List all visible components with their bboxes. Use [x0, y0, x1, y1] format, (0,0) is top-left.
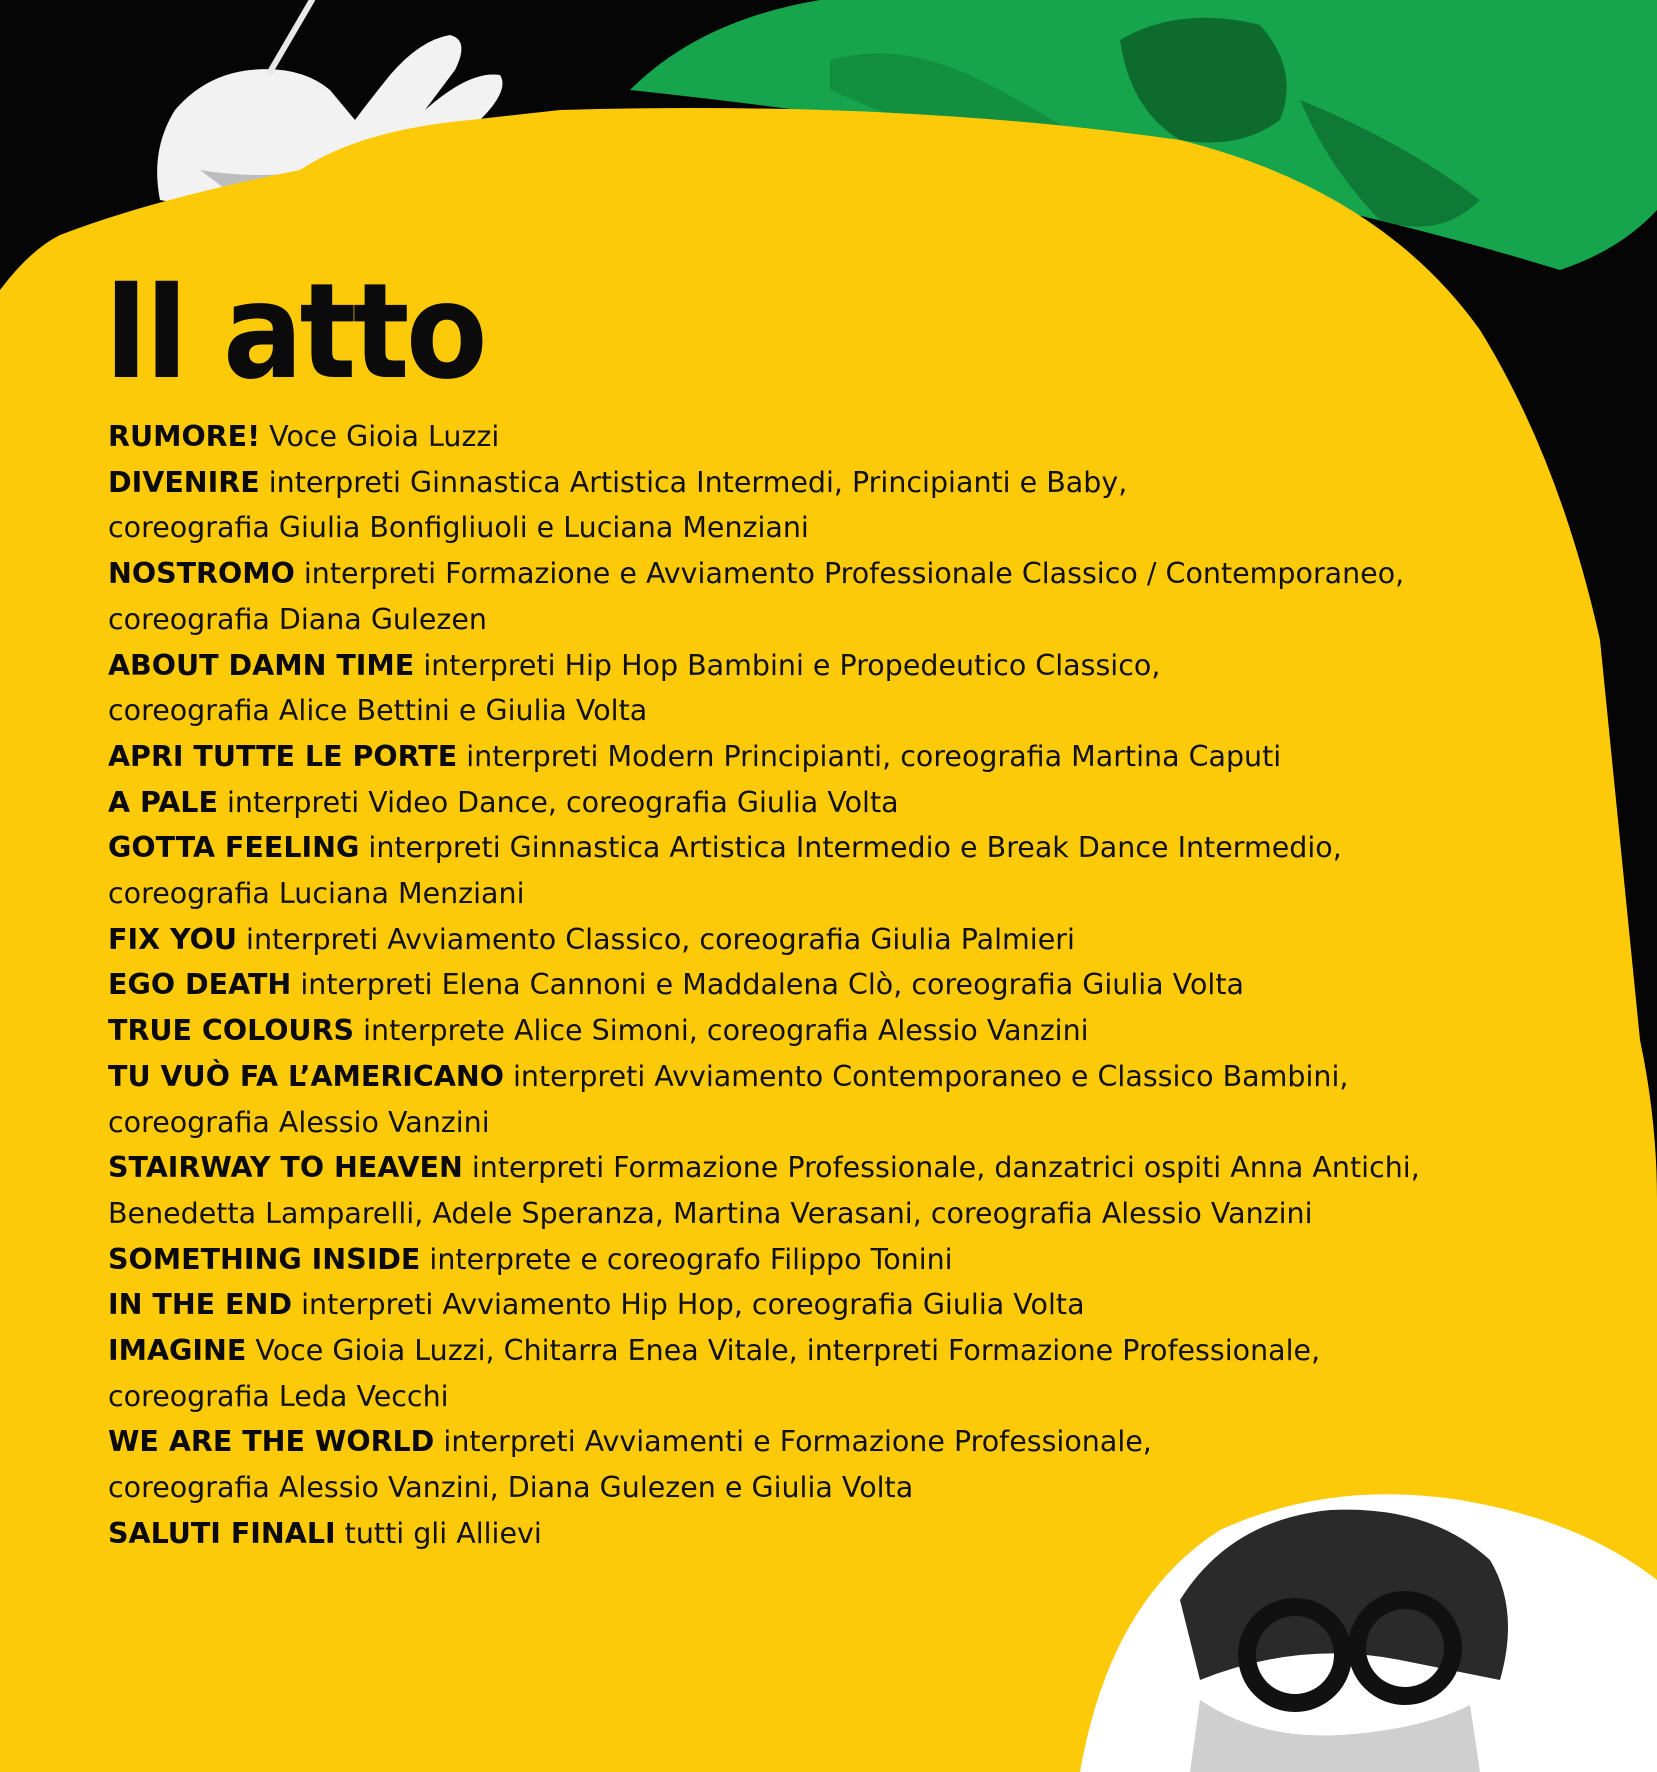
piece-credits: interpreti Ginnastica Artistica Intermedi, Principianti e Baby, [268, 465, 1128, 499]
piece-credits: interpreti Elena Cannoni e Maddalena Clò, coreografia Giulia Volta [300, 968, 1244, 1002]
piece-credits: interpreti Formazione e Avviamento Professionale Classico / Contemporaneo, [303, 557, 1405, 591]
piece-credits: interpreti Ginnastica Artistica Intermedio e Break Dance Intermedio, [368, 831, 1342, 865]
piece-credits-continued: coreografia Giulia Bonfigliuoli e Luciana Menziani [108, 511, 809, 545]
piece-credits-continued: coreografia Alessio Vanzini [108, 1105, 490, 1139]
piece-credits: interprete Alice Simoni, coreografia Alessio Vanzini [363, 1014, 1089, 1048]
piece-credits: interpreti Modern Principianti, coreografia Martina Caputi [466, 739, 1282, 773]
program-item [108, 1419, 1628, 1510]
program-item [108, 1054, 1628, 1145]
piece-title: GOTTA FEELING [108, 831, 360, 865]
program-item [108, 460, 1628, 551]
piece-credits: interpreti Hip Hop Bambini e Propedeutico Classico, [423, 648, 1161, 682]
piece-credits: interpreti Avviamento Classico, coreografia Giulia Palmieri [246, 922, 1075, 956]
piece-title: SOMETHING INSIDE [108, 1242, 421, 1276]
piece-title: EGO DEATH [108, 968, 292, 1002]
program-item [108, 1511, 1628, 1557]
piece-title: TRUE COLOURS [108, 1014, 355, 1048]
piece-credits: Voce Gioia Luzzi [269, 420, 500, 453]
piece-credits: interpreti Avviamenti e Formazione Professionale, [443, 1425, 1152, 1459]
piece-credits-continued: coreografia Diana Gulezen [108, 602, 487, 636]
program-item [108, 414, 1628, 460]
piece-title: FIX YOU [108, 922, 237, 956]
piece-credits: interpreti Formazione Professionale, danzatrici ospiti Anna Antichi, [471, 1151, 1420, 1185]
program-list [108, 414, 1628, 1557]
piece-credits: interpreti Avviamento Hip Hop, coreografia Giulia Volta [301, 1288, 1085, 1322]
piece-credits-continued: coreografia Leda Vecchi [108, 1379, 449, 1413]
piece-title: NOSTROMO [108, 557, 295, 591]
piece-title: A PALE [108, 785, 218, 819]
program-item [108, 1008, 1628, 1054]
piece-credits-continued: coreografia Alessio Vanzini, Diana Gulezen e Giulia Volta [108, 1471, 914, 1505]
program-item [108, 1328, 1628, 1419]
piece-title: SALUTI FINALI [108, 1516, 336, 1550]
piece-title: WE ARE THE WORLD [108, 1425, 435, 1459]
program-item [108, 825, 1628, 916]
program-item [108, 643, 1628, 734]
program-item [108, 551, 1628, 642]
piece-title: IN THE END [108, 1288, 293, 1322]
piece-credits: Voce Gioia Luzzi, Chitarra Enea Vitale, interpreti Formazione Professionale, [255, 1334, 1321, 1368]
program-item [108, 1145, 1628, 1236]
piece-title: TU VUÒ FA L’AMERICANO [108, 1059, 504, 1093]
piece-title: RUMORE! [108, 420, 261, 453]
piece-credits: tutti gli Allievi [344, 1516, 542, 1550]
piece-title: ABOUT DAMN TIME [108, 648, 415, 682]
piece-credits: interpreti Avviamento Contemporaneo e Classico Bambini, [513, 1059, 1349, 1093]
program-item [108, 962, 1628, 1008]
piece-title: STAIRWAY TO HEAVEN [108, 1151, 463, 1185]
program-item [108, 780, 1628, 826]
piece-title: IMAGINE [108, 1334, 247, 1368]
page-title: II atto [104, 255, 484, 409]
program-item [108, 1282, 1628, 1328]
program-content [104, 255, 1628, 1557]
program-item [108, 1237, 1628, 1283]
piece-credits-continued: coreografia Alice Bettini e Giulia Volta [108, 694, 648, 728]
piece-credits-continued: coreografia Luciana Menziani [108, 877, 525, 911]
piece-credits-continued: Benedetta Lamparelli, Adele Speranza, Martina Verasani, coreografia Alessio Vanzini [108, 1196, 1313, 1230]
program-item [108, 917, 1628, 963]
piece-credits: interprete e coreografo Filippo Tonini [429, 1242, 953, 1276]
program-item [108, 734, 1628, 780]
piece-title: DIVENIRE [108, 465, 260, 499]
piece-title: APRI TUTTE LE PORTE [108, 739, 458, 773]
piece-credits: interpreti Video Dance, coreografia Giulia Volta [227, 785, 899, 819]
